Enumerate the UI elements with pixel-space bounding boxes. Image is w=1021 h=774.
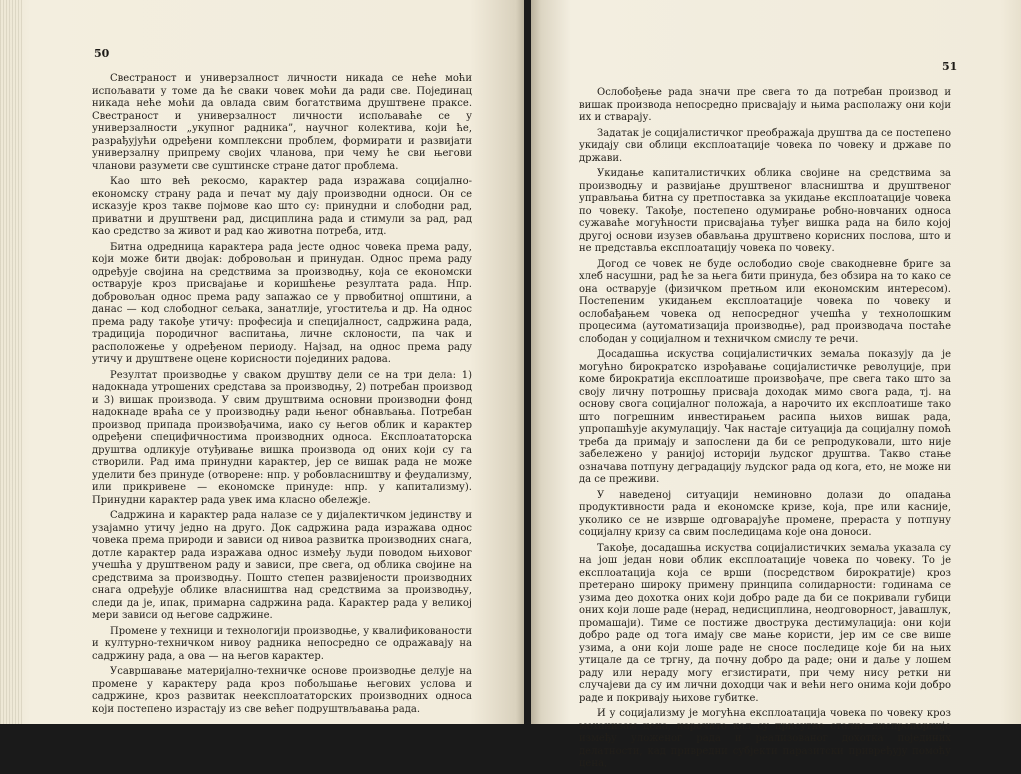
right-page-text (579, 87, 951, 774)
right-page (531, 0, 1021, 769)
paragraph: Ослобођење рада значи пре свега то да потребан производ и вишак производа непосредно присвајају и њима располажу они који их и стварају. (579, 87, 951, 123)
paragraph: Такође, досадашња искуства социјалистичких земаља указала су на још један нови облик експлоатације човека по човеку. То је експлоатација која се врши (посредством бирократије) кроз претерано широку примену принципа солидарности: годинама се узима део дохотка оних који добро раде да би се покривали губици оних који лоше раде (нерад, недисциплина, неодговорност, јавашлук, промашаји). Тиме се постиже двострука дестимулација: они који добро раде од тога имају све мање користи, јер им се све више узима, а они који лоше раде не сносе последице које би на њих утицале да се тргну, да почну добро да раде; они и даље у лошем раду или нераду могу егзистирати, при чему нису ретки ни случајеви да су им лични доходци чак и већи него онима који добро раде и покривају њихове губитке. (579, 542, 951, 704)
paragraph: Укидање капиталистичких облика својине на средствима за производњу и развијање друштвеног власништва и друштвеног управљања битна су претпоставка за укидање експлоатације човека по човеку. Такође, постепено одумирање робно-новчаних односа сужаваће могућности присвајања туђег вишка рада на било којој другој основи изузев обављања друштвено корисних послова, што и не представља експлоатацију човека по човеку. (579, 168, 951, 254)
paragraph: Усавршавање материјално-техничке основе производње делује на промене у карактеру рада кроз побољшање његових услова и садржине, кроз развитак неексплоататорских производних односа који постепено израстају из све већег подруштвљавања рада. (92, 666, 472, 715)
paragraph: Резултат производње у сваком друштву дели се на три дела: 1) надокнада утрошених средстава за производњу, 2) потребан производ и 3) вишак производа. У свим друштвима основни производни фонд надокнаде враћа се у производњу ради њеног обнављања. Потребан производ припада произвођачима, иако су његов облик и карактер одређени специфичностима производних односа. Експлоататорска друштва одликује отуђивање вишка производа од оних који су га створили. Рад има принудни карактер, јер се вишак рада не може уделити без принуде (отворене: нпр. у робовласништву и феудализму, или прикривене — економске принуде: нпр. у капитализму). Принудни карактер рада увек има класно обележје. (92, 369, 472, 506)
left-page (0, 0, 526, 724)
left-page-text (92, 73, 472, 719)
paragraph: У наведеној ситуацији неминовно долази до опадања продуктивности рада и економске кризе, која, пре или касније, уколико се не изврше одговарајуће промене, прераста у потпуну социјалну кризу са свим последицама које она доноси. (579, 489, 951, 538)
paragraph: Задатак је социјалистичког преображаја друштва да се постепено укидају сви облици експлоатације човека по човеку и државе по држави. (579, 127, 951, 164)
paragraph: Као што већ рекосмо, карактер рада изражава социјално-економску страну рада и печат му дају производни односи. Он се исказује кроз такве појмове као што су: принудни и слободни рад, приватни и друштвени рад, дисциплина рада и стимули за рад, рад као средство за живот и рад као животна потреба, итд. (92, 176, 472, 237)
paragraph: Догод се човек не буде ослободио своје свакодневне бриге за хлеб насушни, рад ће за њега бити принуда, без обзира на то како се она остварује (физичком претњом или економским интересом). Постепеним укидањем експлоатације човека по човеку и ослобађањем човека од непосредног учешћа у технолошким процесима (аутоматизација производње), рад производача постаће слободан у социјалном и техничком смислу те речи. (579, 258, 951, 345)
paragraph: И у социјализму је могућна експлоатација човека по човеку кроз механизам цена, нарочито кад су присутне сталне диспропорције између уложеног рада и реализованог дохотка појединих делатности, кад привредни субјекти паразитски привређују помоћу цена, (579, 708, 951, 769)
paragraph: Свестраност и универзалност личности никада се неће моћи испољавати у томе да ће сваки човек моћи да ради све. Појединац никада неће моћи да овлада свим богатствима друштвене праксе. Свестраност и универзалност личности испољаваће се у универзалности „укупног радника”, научног колектива, који ће, разрађујући одређени комплексни проблем, формирати и развијати универзалну припрему својих чланова, при чему ће сви његови чланови разумети све суштинске стране датог проблема. (92, 73, 472, 172)
page-edges (0, 0, 22, 724)
right-page-number: 51 (942, 60, 958, 73)
paragraph: Промене у техници и технологији производње, у квалификованости и културно-техничком нивоу радника непосредно се одражавају на садржину рада, а ова — на његов карактер. (92, 625, 472, 662)
paragraph: Битна одредница карактера рада јесте однос човека према раду, који може бити двојак: добровољан и принудан. Однос према раду одређује својина на средствима за производњу, која се економски остварује кроз присвајање и коришћење резултата рада. Нпр. добровољан однос према раду запажао се у првобитној општини, а данас — код слободног сељака, занатлије, угоститеља и др. На однос према раду такође утичу: професија и специјалност, садржина рада, традиција породичног васпитања, личне склоности, па чак и расположење у одређеном периоду. Најзад, на однос према раду утичу и друштвене оцене корисности појединих радова. (92, 241, 472, 365)
paragraph: Досадашња искуства социјалистичких земаља показују да је могућно бирократско изрођавање социјалистичке револуције, при коме бирократија експлоатише произвођаче, пре свега тако што за своју личну потрошњу присваја доходак мимо свога рада, тј. на основу свога социјалног положаја, а нарочито их експлоатише тако што погрешним инвестирањем расипа њихов вишак рада, упропашћује акумулацију. Чак настаје ситуација да социјалну помоћ треба да примају и запослени да би се репродуковали, што није забележено у ранијој историји људског друштва. Такво стање означава потпуну деградацију људског рада од кога, ето, не може ни да се преживи. (579, 349, 951, 485)
paragraph: Садржина и карактер рада налазе се у дијалектичком јединству и узајамно утичу једно на друго. Док садржина рада изражава однос човека према природи и зависи од нивоа развитка производних снага, дотле карактер рада изражава однос између људи поводом њиховог учешћа у друштвеном раду и зависи, пре свега, од облика својине на средствима за производњу. Пошто степен развијености производних снага одређује облике власништва над средствима за производњу, следи да је, ипак, примарна садржина рада. Карактер рада у великој мери зависи од његове садржине. (92, 510, 472, 621)
left-page-number: 50 (94, 47, 110, 60)
